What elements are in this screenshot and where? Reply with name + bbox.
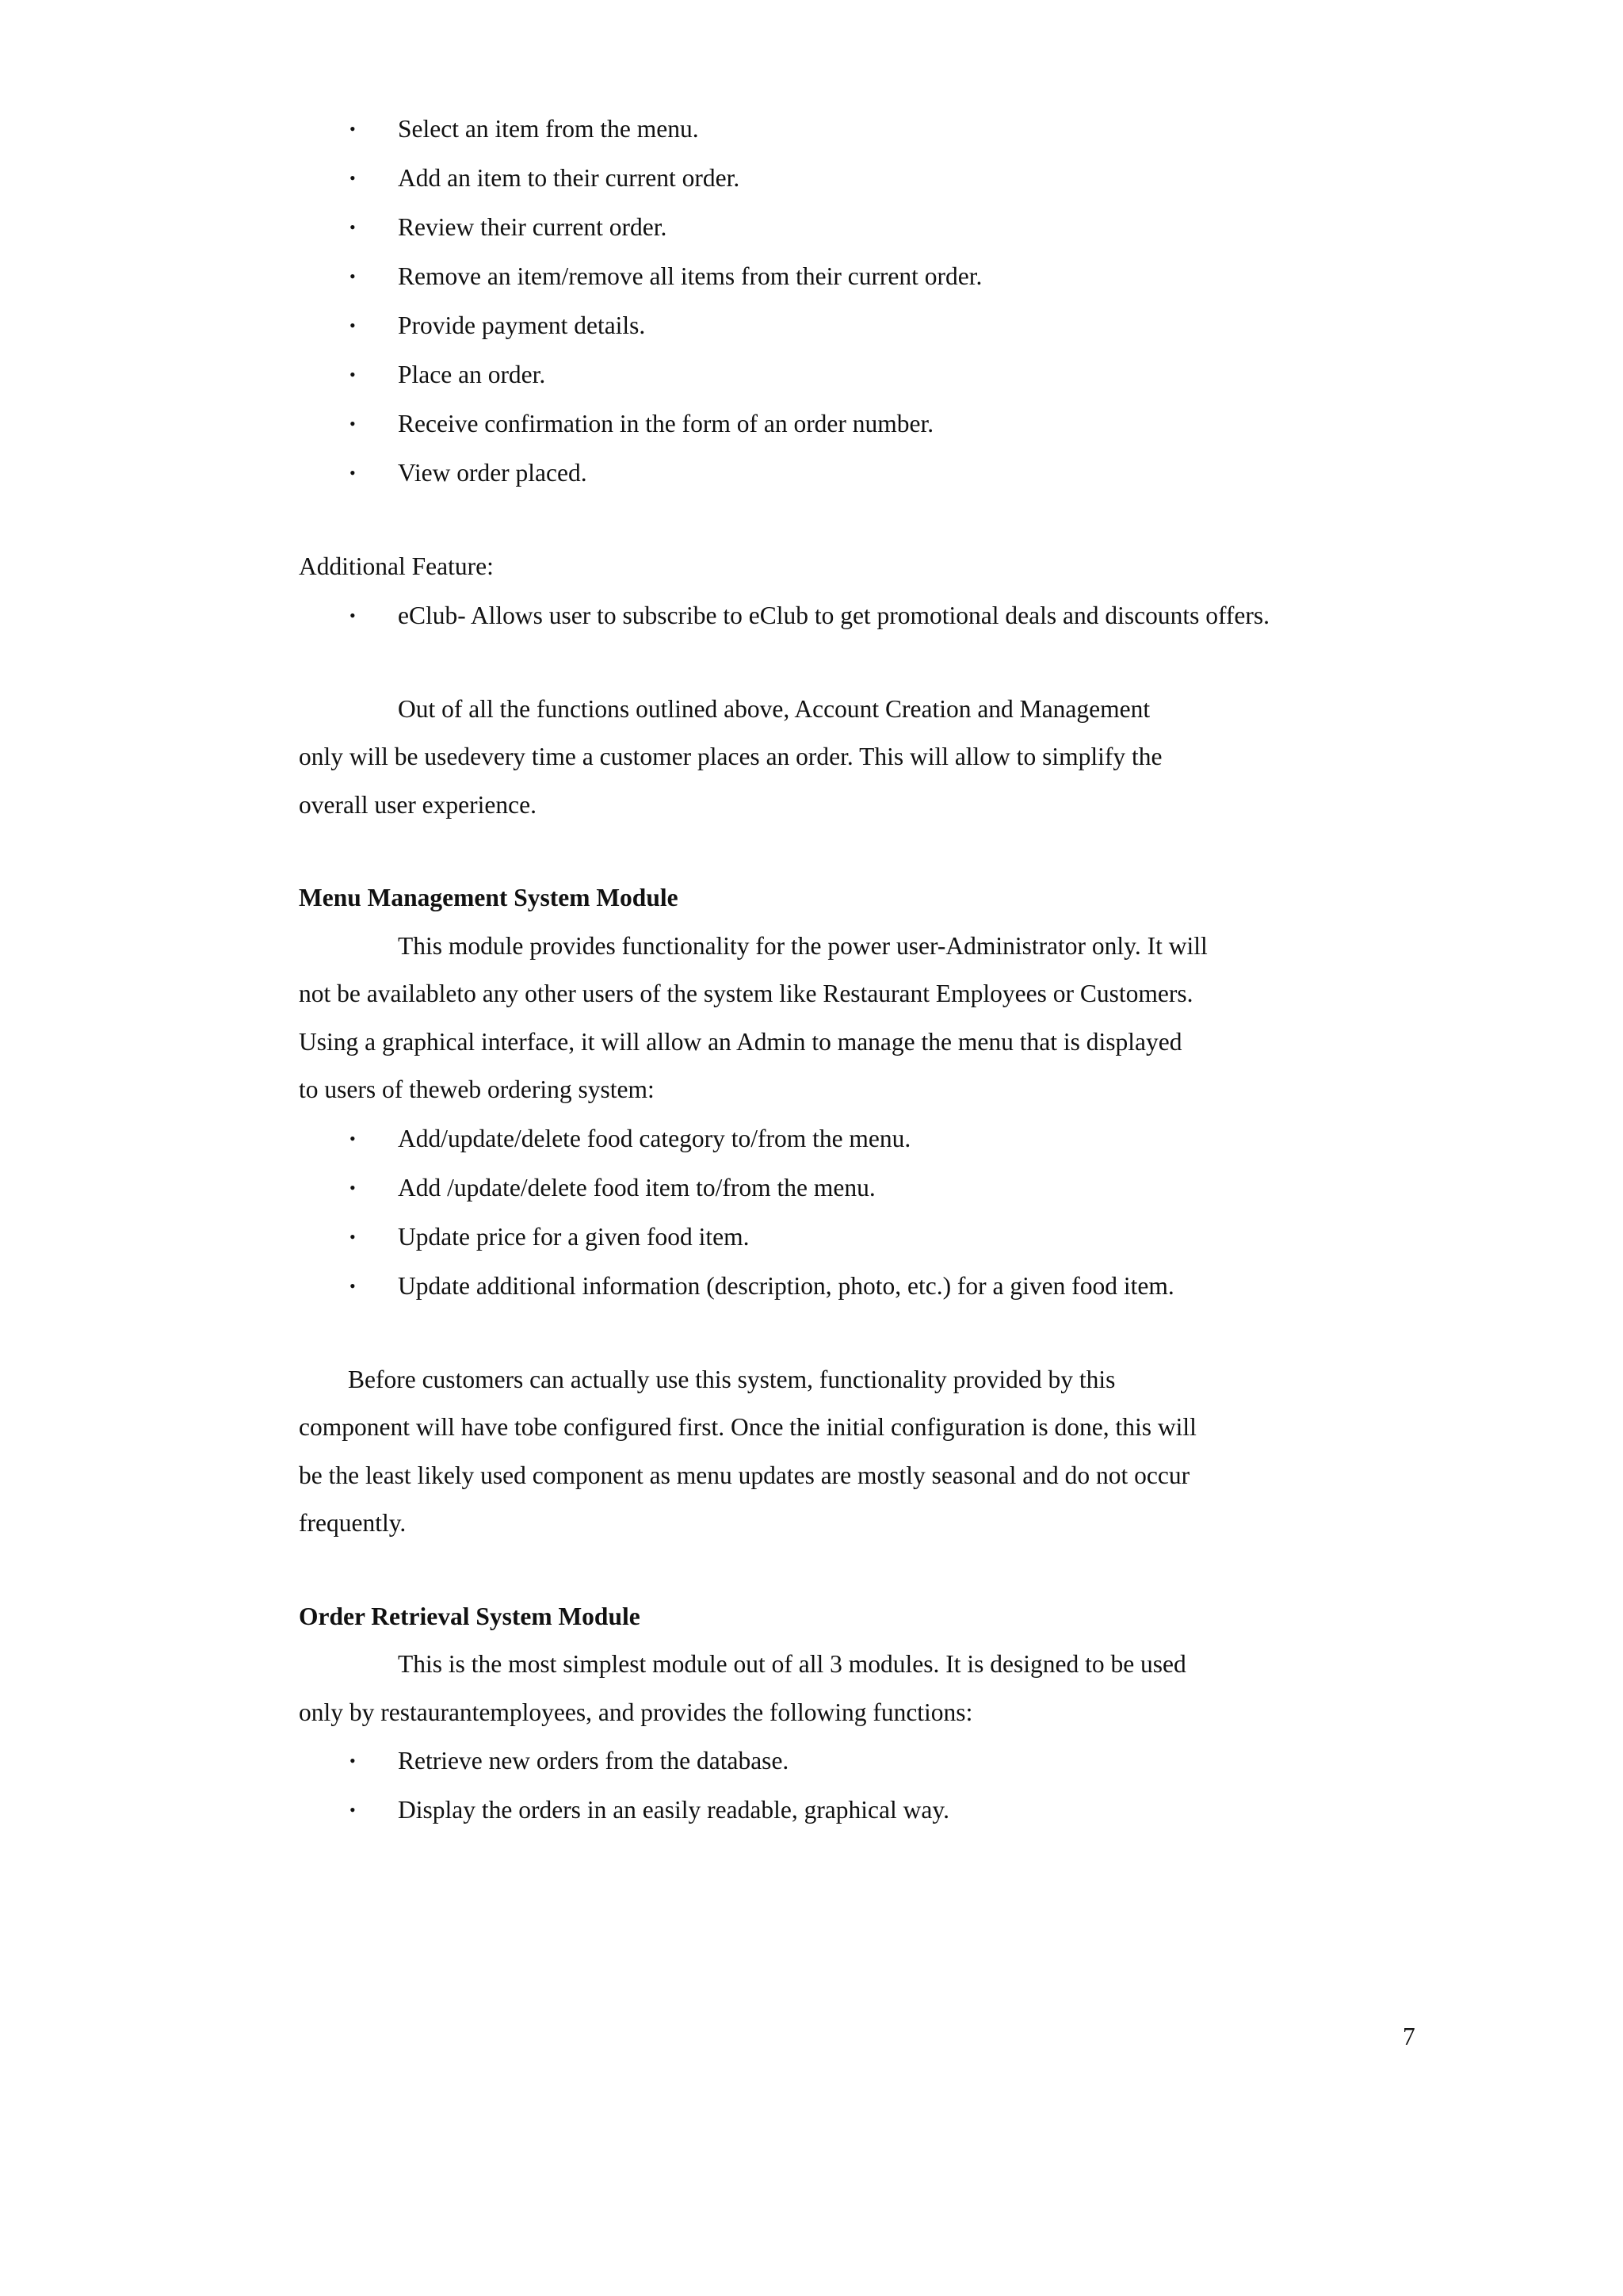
paragraph-line: only by restaurantemployees, and provides the following functions: bbox=[299, 1698, 973, 1726]
list-item: • Retrieve new orders from the database. bbox=[299, 1736, 1424, 1786]
bullet-icon: • bbox=[349, 1128, 356, 1148]
bullet-icon: • bbox=[349, 463, 356, 483]
order-module-heading: Order Retrieval System Module bbox=[299, 1602, 640, 1630]
list-item: • Review their current order. bbox=[299, 203, 1424, 252]
list-item: • Add/update/delete food category to/from the menu. bbox=[299, 1114, 1424, 1163]
bullet-icon: • bbox=[349, 414, 356, 434]
list-item: • Receive confirmation in the form of an order number. bbox=[299, 399, 1424, 449]
list-item: • Add an item to their current order. bbox=[299, 154, 1424, 203]
paragraph-line: Out of all the functions outlined above, Account Creation and Management bbox=[398, 694, 1151, 723]
bullet-icon: • bbox=[349, 1275, 356, 1296]
bullet-icon: • bbox=[349, 119, 356, 139]
menu-module-list bbox=[299, 1114, 1424, 1311]
customer-functions-list bbox=[299, 105, 1424, 498]
paragraph-line: to users of theweb ordering system: bbox=[299, 1075, 655, 1103]
order-module-intro bbox=[299, 1641, 1424, 1736]
bullet-icon: • bbox=[349, 1751, 356, 1771]
menu-module-intro bbox=[299, 923, 1424, 1114]
paragraph-line: Before customers can actually use this system, functionality provided by this bbox=[348, 1365, 1116, 1393]
paragraph-line: This module provides functionality for the power user-Administrator only. It will bbox=[398, 931, 1208, 960]
order-module-list bbox=[299, 1736, 1424, 1835]
bullet-icon: • bbox=[349, 365, 356, 384]
summary-paragraph bbox=[299, 686, 1424, 830]
paragraph-line: component will have tobe configured first. Once the initial configuration is done, this will bbox=[299, 1413, 1197, 1441]
bullet-icon: • bbox=[349, 315, 356, 335]
list-item: • Display the orders in an easily readable, graphical way. bbox=[299, 1786, 1424, 1835]
list-item: • Select an item from the menu. bbox=[299, 105, 1424, 154]
bullet-icon: • bbox=[349, 1800, 356, 1820]
list-item: • Place an order. bbox=[299, 350, 1424, 399]
bullet-icon: • bbox=[349, 168, 356, 188]
bullet-icon: • bbox=[349, 266, 356, 286]
additional-feature-list bbox=[299, 591, 1424, 640]
bullet-icon: • bbox=[349, 217, 356, 237]
paragraph-line: frequently. bbox=[299, 1509, 407, 1537]
bullet-icon: • bbox=[349, 1177, 356, 1198]
bullet-icon: • bbox=[349, 1226, 356, 1247]
paragraph-line: not be availableto any other users of the system like Restaurant Employees or Customers. bbox=[299, 980, 1193, 1007]
page-content bbox=[299, 105, 1424, 1835]
list-item: • Add /update/delete food item to/from the menu. bbox=[299, 1163, 1424, 1213]
list-item: • Update additional information (description, photo, etc.) for a given food item. bbox=[299, 1262, 1424, 1311]
list-item: • Remove an item/remove all items from their current order. bbox=[299, 252, 1424, 301]
paragraph-line: overall user experience. bbox=[299, 790, 537, 819]
paragraph-line: Using a graphical interface, it will allow an Admin to manage the menu that is displayed bbox=[299, 1027, 1182, 1056]
list-item: • eClub- Allows user to subscribe to eClub to get promotional deals and discounts offers. bbox=[299, 591, 1424, 640]
menu-module-followup bbox=[299, 1356, 1424, 1548]
additional-feature-label: Additional Feature: bbox=[299, 552, 494, 580]
paragraph-line: be the least likely used component as menu updates are mostly seasonal and do not occur bbox=[299, 1461, 1190, 1489]
list-item: • Provide payment details. bbox=[299, 301, 1424, 350]
list-item: • View order placed. bbox=[299, 449, 1424, 498]
bullet-icon: • bbox=[349, 605, 356, 625]
page-number: 7 bbox=[1403, 2023, 1415, 2050]
paragraph-line: This is the most simplest module out of all 3 modules. It is designed to be used bbox=[398, 1650, 1186, 1678]
list-item: • Update price for a given food item. bbox=[299, 1213, 1424, 1262]
paragraph-line: only will be usedevery time a customer places an order. This will allow to simplify the bbox=[299, 743, 1163, 770]
menu-module-heading: Menu Management System Module bbox=[299, 884, 678, 911]
